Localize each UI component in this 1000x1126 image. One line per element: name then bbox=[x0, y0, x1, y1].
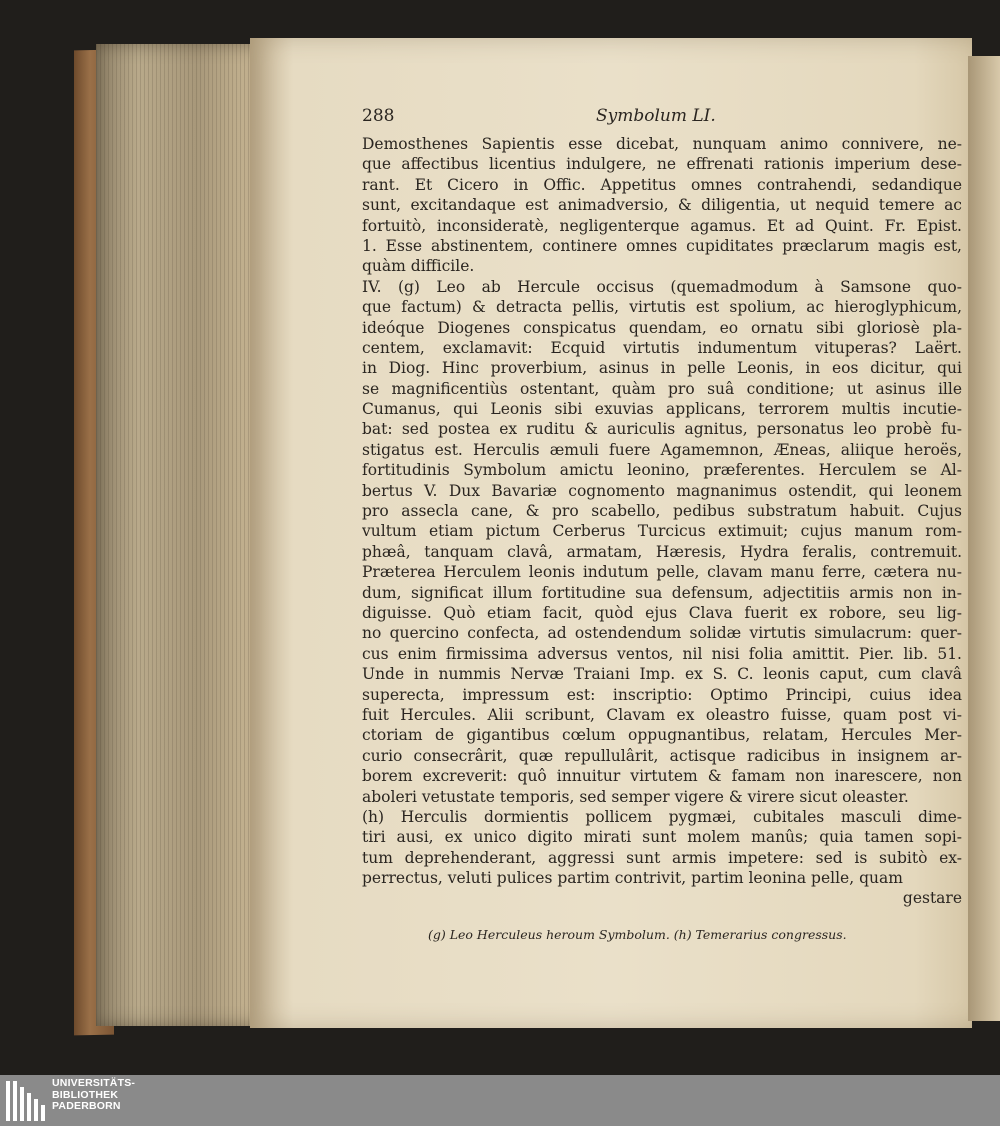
library-name-line2: BIBLIOTHEK bbox=[52, 1088, 119, 1101]
text-line: quàm difficile. bbox=[362, 257, 475, 276]
text-line: Cumanus, qui Leonis sibi exuvias applicans, terrorem multis incutie- bbox=[362, 400, 962, 419]
facing-page-edge bbox=[968, 56, 1000, 1021]
text-line: diguisse. Quò etiam facit, quòd ejus Clava fuerit ex robore, seu lig- bbox=[362, 603, 962, 622]
text-line: fortitudinis Symbolum amictu leonino, præferentes. Herculem se Al- bbox=[362, 461, 962, 480]
text-line: vultum etiam pictum Cerberus Turcicus extimuit; cujus manum rom- bbox=[362, 522, 962, 541]
text-line: borem excreverit: quô innuitur virtutem & famam non inarescere, non bbox=[362, 767, 962, 786]
text-line: superecta, impressum est: inscriptio: Optimo Principi, cuius idea bbox=[362, 685, 962, 704]
text-line: centem, exclamavit: Ecquid virtutis indumentum vituperas? Laërt. bbox=[362, 338, 962, 357]
footnote: (g) Leo Herculeus heroum Symbolum. (h) Temerarius congressus. bbox=[428, 927, 847, 942]
text-line: phæâ, tanquam clavâ, armatam, Hæresis, Hydra feralis, contremuit. bbox=[362, 542, 962, 561]
text-line: dum, significat illum fortitudine sua defensum, adjectitiis armis non in- bbox=[362, 583, 962, 602]
text-line: Demosthenes Sapientis esse dicebat, nunquam animo connivere, ne- bbox=[362, 135, 962, 153]
library-name bbox=[52, 1078, 135, 1113]
running-title: Symbolum LI. bbox=[596, 106, 716, 126]
text-line: se magnificentiùs ostentant, quàm pro suâ conditione; ut asinus ille bbox=[362, 379, 962, 398]
text-line: fortuitò, inconsideratè, negligenterque agamus. Et ad Quint. Fr. Epist. bbox=[362, 216, 962, 235]
library-logo-icon bbox=[6, 1081, 50, 1121]
text-line: in Diog. Hinc proverbium, asinus in pelle Leonis, in eos dicitur, qui bbox=[362, 359, 962, 378]
text-line: 1. Esse abstinentem, continere omnes cupiditates præclarum magis est, bbox=[362, 236, 962, 255]
text-line: bat: sed postea ex ruditu & auriculis agnitus, personatus leo probè fu- bbox=[362, 420, 962, 439]
text-line: rant. Et Cicero in Offic. Appetitus omnes contrahendi, sedandique bbox=[362, 175, 962, 194]
text-line: aboleri vetustate temporis, sed semper vigere & virere sicut oleaster. bbox=[362, 787, 909, 806]
text-line: tum deprehenderant, aggressi sunt armis impetere: sed is subitò ex- bbox=[362, 848, 962, 867]
text-line: IV. (g) Leo ab Hercule occisus (quemadmodum à Samsone quo- bbox=[362, 277, 962, 296]
text-line: sunt, excitandaque est animadversio, & diligentia, ut nequid temere ac bbox=[362, 196, 962, 215]
text-line: ideóque Diogenes conspicatus quendam, eo ornatu sibi gloriosè pla- bbox=[362, 318, 962, 337]
text-line: stigatus est. Herculis æmuli fuere Agamemnon, Æneas, aliique heroës, bbox=[362, 440, 962, 459]
text-line: Præterea Herculem leonis indutum pelle, clavam manu ferre, cætera nu- bbox=[362, 563, 962, 582]
text-line: pro assecla cane, & pro scabello, pedibus substratum habuit. Cujus bbox=[362, 502, 962, 521]
text-line: perrectus, veluti pulices partim contrivit, partim leonina pelle, quam bbox=[362, 869, 903, 888]
library-name-line3: PADERBORN bbox=[52, 1100, 121, 1112]
page-number: 288 bbox=[362, 106, 395, 126]
text-line: cus enim firmissima adversus ventos, nil nisi folia amittit. Pier. lib. 51. bbox=[362, 644, 962, 663]
page-text-block bbox=[362, 106, 962, 909]
text-line: bertus V. Dux Bavariæ cognomento magnanimus ostendit, qui leonem bbox=[362, 481, 962, 500]
page-header bbox=[362, 106, 962, 130]
body-text bbox=[362, 134, 962, 888]
text-line: que affectibus licentius indulgere, ne effrenati rationis imperium dese- bbox=[362, 155, 962, 174]
library-name-line1: UNIVERSITÄTS- bbox=[52, 1077, 136, 1089]
text-line: que factum) & detracta pellis, virtutis est spolium, ac hieroglyphicum, bbox=[362, 298, 962, 317]
catchword: gestare bbox=[902, 889, 962, 908]
text-line: fuit Hercules. Alii scribunt, Clavam ex oleastro fuisse, quam post vi- bbox=[362, 705, 962, 724]
text-line: ctoriam de gigantibus cœlum oppugnantibus, relatam, Hercules Mer- bbox=[362, 726, 962, 745]
text-line: (h) Herculis dormientis pollicem pygmæi, cubitales masculi dime- bbox=[362, 807, 962, 826]
page-edges bbox=[96, 44, 264, 1026]
library-footer bbox=[0, 1075, 1000, 1126]
text-line: tiri ausi, ex unico digito mirati sunt molem manûs; quia tamen sopi- bbox=[362, 828, 962, 847]
text-line: Unde in nummis Nervæ Traiani Imp. ex S. C. leonis caput, cum clavâ bbox=[362, 665, 962, 684]
text-line: no quercino confecta, ad ostendendum solidæ virtutis simulacrum: quer- bbox=[362, 624, 962, 643]
text-line: curio consecrârit, quæ repullulârit, actisque radicibus in insignem ar- bbox=[362, 746, 962, 765]
